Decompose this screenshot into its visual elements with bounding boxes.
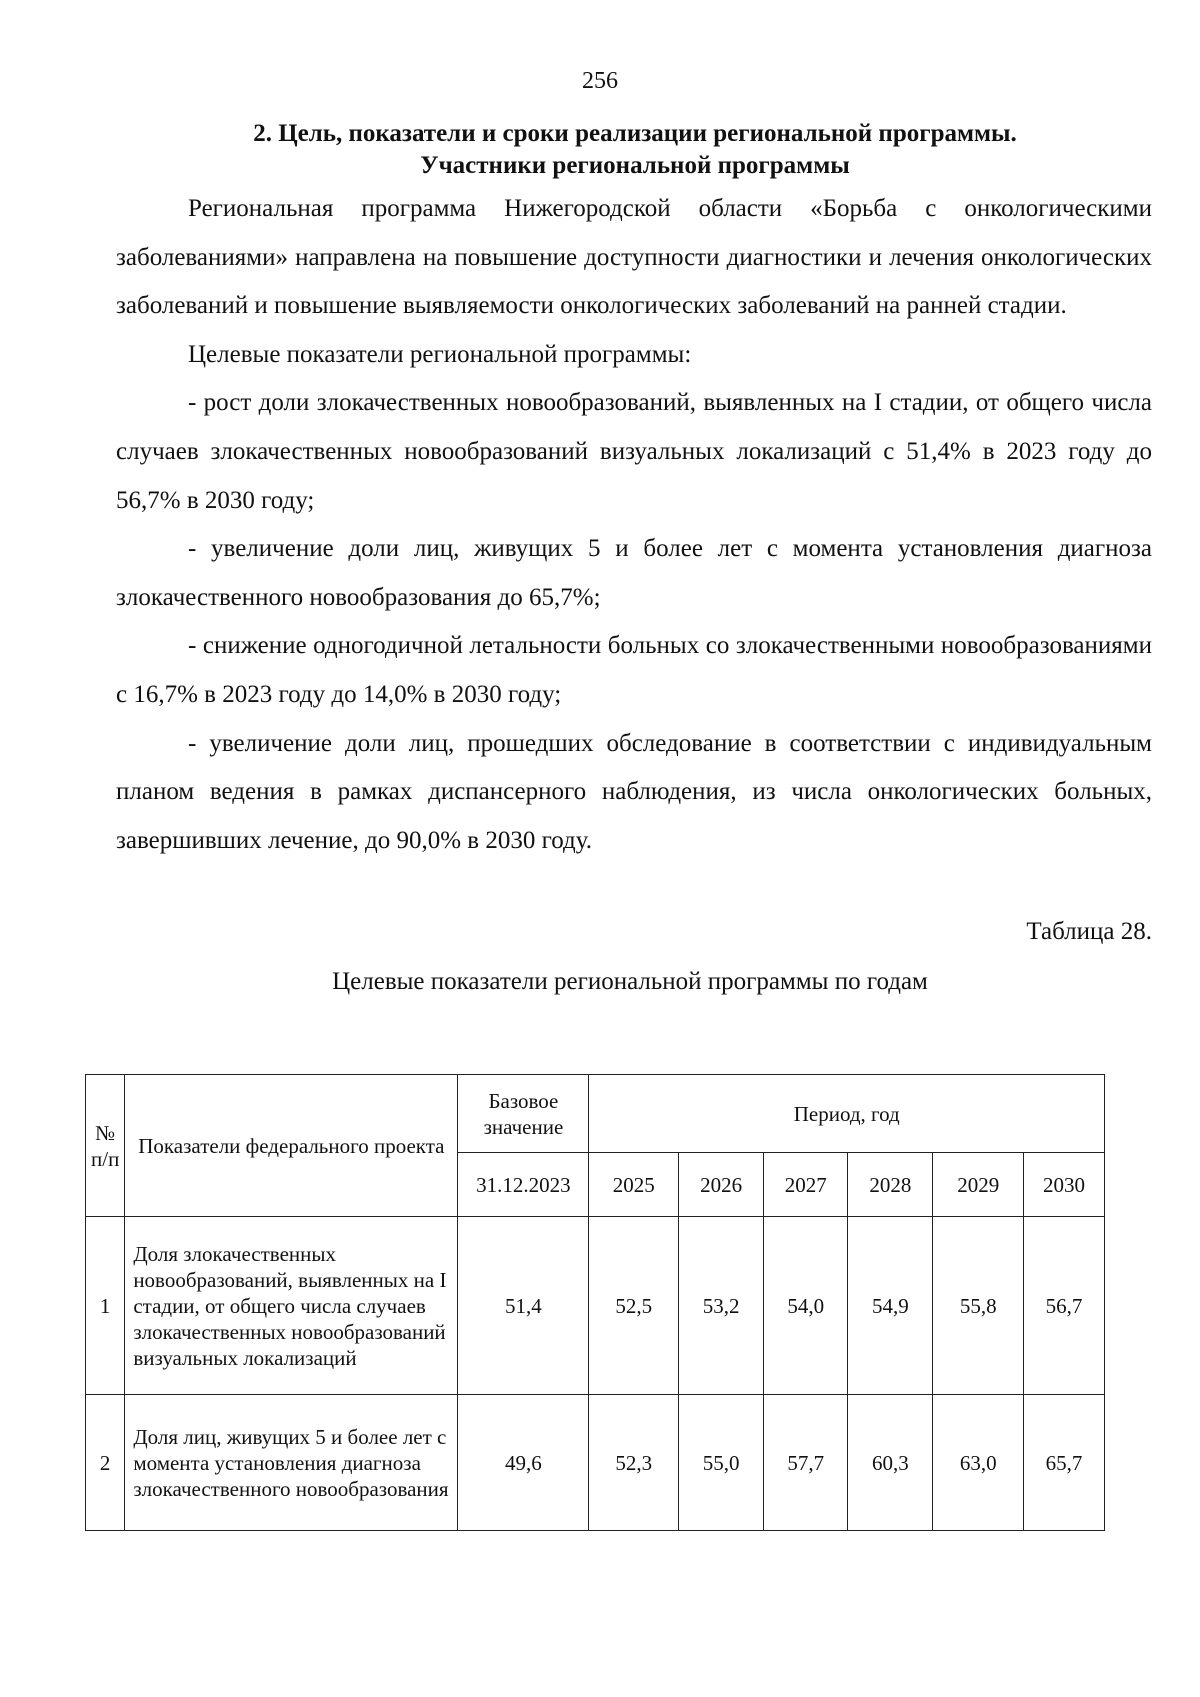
body-text [116,185,1152,865]
paragraph-target-1: - рост доли злокачественных новообразований, выявленных на I стадии, от общего числа случаев злокачественных новообразований визуальных локализаций с 51,4% в 2023 году до 56,7% в 2030 году; [116,389,1152,514]
section-heading-line-2: Участники региональной программы [420,152,850,179]
header-year: 2026 [679,1153,764,1217]
row-base-value: 49,6 [458,1395,589,1531]
row-value: 57,7 [764,1395,848,1531]
row-value: 63,0 [933,1395,1024,1531]
row-value: 54,0 [764,1217,848,1395]
header-num: № п/п [86,1075,125,1217]
paragraph-target-4: - увеличение доли лиц, прошедших обследование в соответствии с индивидуальным планом ведения в рамках диспансерного наблюдения, из числа онкологических больных, завершивших лечение, до 90,0% в 2030 году. [116,729,1152,854]
row-base-value: 51,4 [458,1217,589,1395]
row-value: 54,9 [848,1217,933,1395]
header-year: 2027 [764,1153,848,1217]
header-year: 2028 [848,1153,933,1217]
table-title: Целевые показатели региональной программы по годам [332,968,928,995]
indicators-table [85,1074,1105,1531]
paragraph-targets-lead: Целевые показатели региональной программы: [188,340,692,368]
row-value: 60,3 [848,1395,933,1531]
paragraph-intro: Региональная программа Нижегородской области «Борьба с онкологическими заболеваниями» направлена на повышение доступности диагностики и лечения онкологических заболеваний и повышение выявляемости онкологических заболеваний на ранней стадии. [116,195,1152,320]
header-base-date: 31.12.2023 [458,1153,589,1217]
paragraph-target-2: - увеличение доли лиц, живущих 5 и более лет с момента установления диагноза злокачественного новообразования до 65,7%; [116,535,1152,611]
header-year: 2025 [589,1153,679,1217]
table-label: Таблица 28. [1026,918,1152,945]
row-value: 55,0 [679,1395,764,1531]
row-value: 56,7 [1024,1217,1105,1395]
row-num: 2 [86,1395,125,1531]
row-value: 52,5 [589,1217,679,1395]
paragraph-target-3: - снижение одногодичной летальности больных со злокачественными новообразованиями с 16,7% в 2023 году до 14,0% в 2030 году; [116,632,1152,708]
row-value: 55,8 [933,1217,1024,1395]
header-base: Базовое значение [458,1075,589,1153]
table-header-row [86,1075,1105,1153]
header-year: 2030 [1024,1153,1105,1217]
table-row [86,1217,1105,1395]
row-value: 65,7 [1024,1395,1105,1531]
row-num: 1 [86,1217,125,1395]
header-indicator: Показатели федерального проекта [125,1075,458,1217]
table-row [86,1395,1105,1531]
row-value: 53,2 [679,1217,764,1395]
row-indicator: Доля злокачественных новообразований, выявленных на I стадии, от общего числа случаев злокачественных новообразований визуальных локализаций [125,1217,458,1395]
page-number: 256 [582,68,618,94]
section-heading [100,118,1170,182]
row-indicator: Доля лиц, живущих 5 и более лет с момента установления диагноза злокачественного новообразования [125,1395,458,1531]
row-value: 52,3 [589,1395,679,1531]
header-year: 2029 [933,1153,1024,1217]
header-period: Период, год [589,1075,1105,1153]
section-heading-line-1: 2. Цель, показатели и сроки реализации региональной программы. [253,120,1017,147]
